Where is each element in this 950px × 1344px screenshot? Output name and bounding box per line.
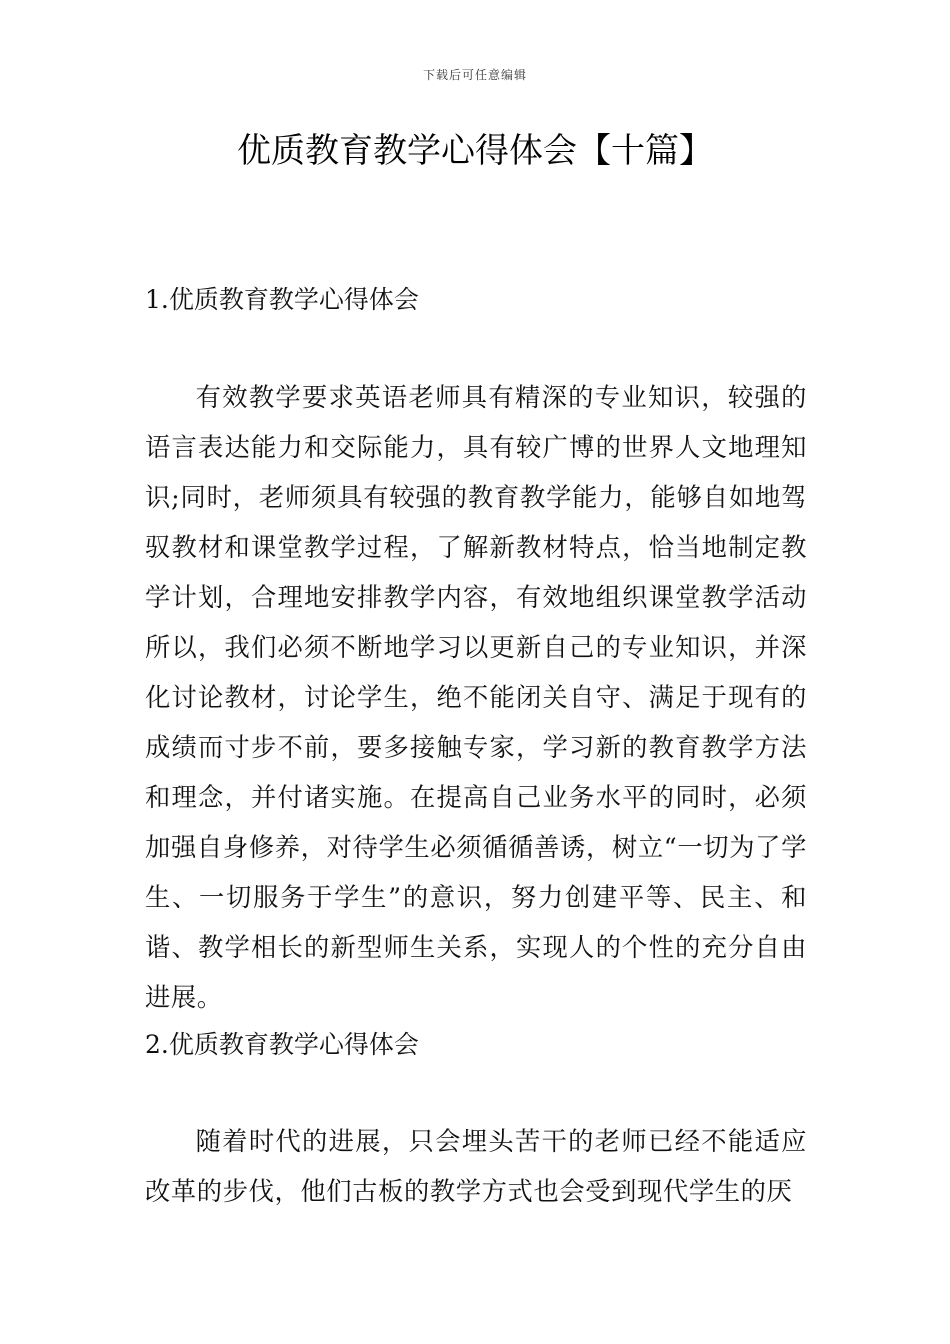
section-heading: 1.优质教育教学心得体会 (145, 285, 419, 314)
section-1-body-block (145, 373, 807, 1023)
section-1-heading-block (145, 282, 807, 318)
section-paragraph: 有效教学要求英语老师具有精深的专业知识，较强的语言表达能力和交际能力，具有较广博的世界人文地理知识;同时，老师须具有较强的教育教学能力，能够自如地驾驭教材和课堂教学过程，了解新教材特点，恰当地制定教学计划，合理地安排教学内容，有效地组织课堂教学活动所以，我们必须不断地学习以更新自己的专业知识，并深化讨论教材，讨论学生，绝不能闭关自守、满足于现有的成绩而寸步不前，要多接触专家，学习新的教育教学方法和理念，并付诸实施。在提高自己业务水平的同时，必须加强自身修养，对待学生必须循循善诱，树立“一切为了学生、一切服务于学生”的意识，努力创建平等、民主、和谐、教学相长的新型师生关系，实现人的个性的充分自由进展。 (145, 383, 807, 1012)
document-title: 优质教育教学心得体会【十篇】 (237, 131, 713, 171)
section-2-heading-block (145, 1027, 807, 1063)
section-heading: 2.优质教育教学心得体会 (145, 1030, 419, 1059)
section-paragraph: 随着时代的进展，只会埋头苦干的老师已经不能适应改革的步伐，他们古板的教学方式也会受到现代学生的厌 (145, 1127, 807, 1206)
section-2-body-block (145, 1117, 807, 1217)
header-note: 下载后可任意编辑 (422, 68, 527, 82)
